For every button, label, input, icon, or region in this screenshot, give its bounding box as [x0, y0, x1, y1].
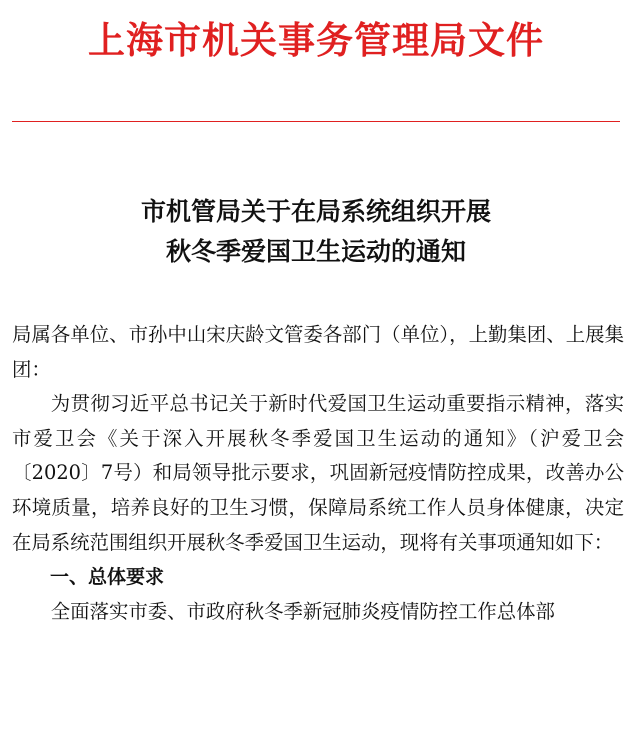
- intro-paragraph: 为贯彻习近平总书记关于新时代爱国卫生运动重要指示精神，落实市爱卫会《关于深入开展秋冬季爱国卫生运动的通知》（沪爱卫会〔2020〕7号）和局领导批示要求，巩固新冠疫情防控成果，改善办公环境质量，培养良好的卫生习惯，保障局系统工作人员身体健康，决定在局系统范围组织开展秋冬季爱国卫生运动，现将有关事项通知如下：: [12, 392, 624, 554]
- title-line-1: 市机管局关于在局系统组织开展: [140, 197, 491, 226]
- document-body: [12, 318, 624, 629]
- title-line-2: 秋冬季爱国卫生运动的通知: [165, 237, 466, 266]
- section-paragraph: 全面落实市委、市政府秋冬季新冠肺炎疫情防控工作总体部: [50, 599, 555, 623]
- addressee: 局属各单位、市孙中山宋庆龄文管委各部门（单位），上勤集团、上展集团：: [12, 323, 624, 381]
- document-masthead: 上海市机关事务管理局文件: [88, 18, 544, 62]
- section-heading: 一、总体要求: [50, 566, 165, 589]
- red-separator-line: [12, 121, 620, 122]
- document-title: [0, 192, 632, 272]
